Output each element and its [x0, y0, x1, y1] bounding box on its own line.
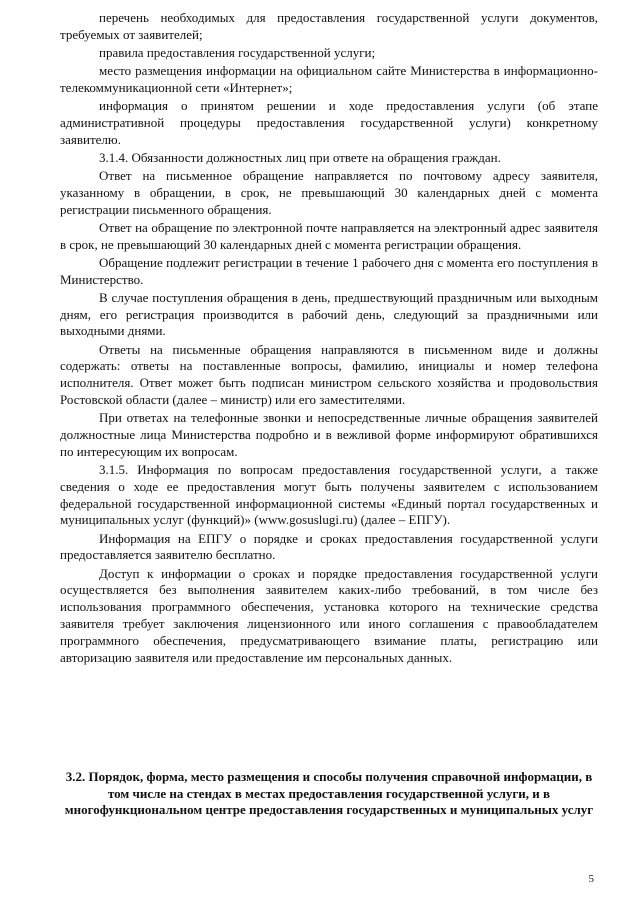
paragraph: Обращение подлежит регистрации в течение 1 рабочего дня с момента его поступления в Министерство. — [60, 254, 598, 287]
paragraph: информация о принятом решении и ходе предоставления услуги (об этапе административной процедуры предоставления государственной услуги) конкретному заявителю. — [60, 98, 598, 147]
paragraph: Доступ к информации о сроках и порядке предоставления государственной услуги осуществляется без выполнения заявителем каких-либо требований, в том числе без использования программного обеспечения, установка которого на технические средства заявителя требует заключения лицензионного или иного соглашения с правообладателем программного обеспечения, предусматривающего взимание платы, регистрацию или авторизацию заявителя или предоставление им персональных данных. — [60, 565, 598, 665]
paragraph: перечень необходимых для предоставления государственной услуги документов, требуемых от заявителей; — [60, 10, 598, 42]
page-number: 5 — [588, 873, 594, 885]
paragraph: Ответы на письменные обращения направляются в письменном виде и должны содержать: ответы на поставленные вопросы, фамилию, инициалы и номер телефона исполнителя. Ответ может быть подписан министром сельского хозяйства и продовольствия Ростовской области (далее – министр) или его заместителями. — [60, 341, 598, 408]
paragraph: правила предоставления государственной услуги; — [99, 44, 376, 60]
paragraph: место размещения информации на официальном сайте Министерства в информационно-телекоммуникационной сети «Интернет»; — [60, 63, 598, 95]
paragraph: Ответ на обращение по электронной почте направляется на электронный адрес заявителя в срок, не превышающий 30 календарных дней с момента регистрации обращения. — [60, 219, 598, 252]
paragraph: При ответах на телефонные звонки и непосредственные личные обращения заявителей должностные лица Министерства подробно и в вежливой форме информируют обратившихся по интересующим их вопросам. — [60, 410, 598, 459]
paragraph: Информация на ЕПГУ о порядке и сроках предоставления государственной услуги предоставляется заявителю бесплатно. — [60, 530, 598, 563]
section-heading: 3.2. Порядок, форма, место размещения и способы получения справочной информации, в том числе на стендах в местах предоставления государственной услуги, и в многофункциональном центре предоставления государственных и муниципальных услуг — [64, 769, 594, 818]
document-body — [60, 10, 598, 668]
paragraph: 3.1.4. Обязанности должностных лиц при ответе на обращения граждан. — [99, 149, 501, 165]
paragraph: Ответ на письменное обращение направляется по почтовому адресу заявителя, указанному в обращении, в срок, не превышающий 30 календарных дней с момента регистрации письменного обращения. — [60, 168, 598, 217]
paragraph: В случае поступления обращения в день, предшествующий праздничным или выходным дням, его регистрация производится в рабочий день, следующий за праздничными или выходными днями. — [60, 289, 598, 339]
paragraph: 3.1.5. Информация по вопросам предоставления государственной услуги, а также сведения о ходе ее предоставления могут быть получены заявителем с использованием федеральной государственной информационной системы «Единый портал государственных и муниципальных услуг (функций)» (www.gosuslugi.ru) (далее – ЕПГУ). — [60, 462, 598, 528]
